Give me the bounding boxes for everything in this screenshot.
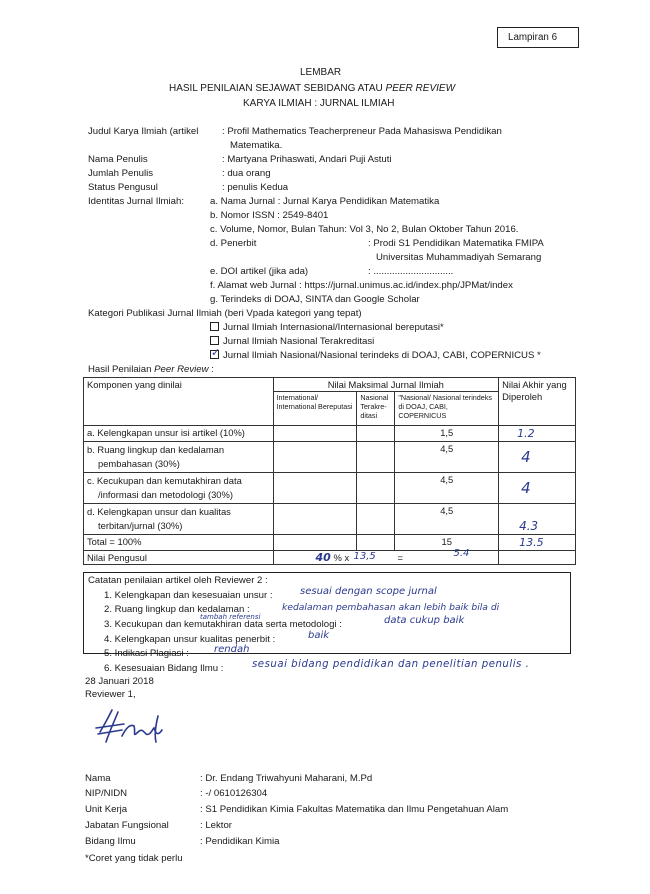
catatan-item-3: 3. Kecukupan dan kemutakhiran data serta metodologi :: [104, 619, 342, 630]
pengusul-base-hw: 13,5: [353, 551, 376, 562]
row-komponen: b. Ruang lingkup dan kedalaman pembahasan (30%): [84, 442, 274, 473]
jurnal-issn: b. Nomor ISSN : 2549-8401: [210, 210, 329, 221]
kategori-option-label: Jurnal Ilmiah Nasional/Nasional terindeks di DOAJ, CABI, COPERNICUS *: [223, 350, 541, 361]
catatan-hw-3: data cukup baik: [384, 615, 465, 626]
penulis-value: : Martyana Prihaswati, Andari Puji Astuti: [222, 154, 392, 165]
row-int-cell: [273, 504, 357, 535]
title-hasil-em: PEER REVIEW: [385, 83, 456, 94]
hasil-label-em: Peer Review: [154, 364, 209, 375]
catatan-hw-6: sesuai bidang pendidikan dan penelitian penulis .: [252, 659, 530, 670]
col-nilai-max-header: Nilai Maksimal Jurnal Ilmiah: [273, 378, 499, 392]
row-max: 4,5: [395, 442, 499, 473]
row-nas-cell: [357, 426, 395, 442]
row-nas-cell: [357, 473, 395, 504]
kategori-option-label: Jurnal Ilmiah Internasional/Internasional bereputasi*: [223, 322, 444, 333]
jumlah-value: : dua orang: [222, 168, 271, 179]
row-max: 1,5: [395, 426, 499, 442]
unit-value: : S1 Pendidikan Kimia Fakultas Matematika dan Ilmu Pengetahuan Alam: [200, 804, 509, 815]
title-karya: KARYA ILMIAH : JURNAL ILMIAH: [243, 98, 395, 109]
row-int-cell: [273, 473, 357, 504]
nama-value: : Dr. Endang Triwahyuni Maharani, M.Pd: [200, 773, 373, 784]
nip-value: : -/ 0610126304: [200, 788, 268, 799]
lampiran-label: Lampiran 6: [508, 32, 558, 43]
judul-value: : Profil Mathematics Teacherpreneur Pada Mahasiswa Pendidikan: [222, 126, 502, 137]
row-akhir: 4: [499, 473, 576, 504]
jurnal-doi-label: e. DOI artikel (jika ada): [210, 266, 309, 277]
bidang-value: : Pendidikan Kimia: [200, 836, 280, 847]
unit-label: Unit Kerja: [85, 804, 128, 815]
title-lembar: LEMBAR: [300, 67, 342, 78]
judul-value-2: Matematika.: [230, 140, 283, 151]
jurnal-index: g. Terindeks di DOAJ, SINTA dan Google Scholar: [210, 294, 420, 305]
pengusul-formula-cell: [273, 548, 499, 565]
jurnal-volume: c. Volume, Nomor, Bulan Tahun: Vol 3, No 2, Bulan Oktober Tahun 2016.: [210, 224, 519, 235]
signature-image: [92, 702, 172, 750]
jumlah-label: Jumlah Penulis: [88, 168, 154, 179]
title-hasil-text: HASIL PENILAIAN SEJAWAT SEBIDANG ATAU: [169, 83, 386, 94]
col-komponen-header: Komponen yang dinilai: [84, 378, 274, 426]
pengusul-label: Nilai Pengusul: [84, 551, 274, 565]
title-hasil: [169, 83, 455, 94]
kategori-label: Kategori Publikasi Jurnal Ilmiah (beri Vpada kategori yang tepat): [88, 308, 362, 319]
score-table: [83, 377, 576, 565]
kategori-option-label: Jurnal Ilmiah Nasional Terakreditasi: [223, 336, 375, 347]
row-int-cell: [273, 426, 357, 442]
checkbox-3: [210, 346, 221, 359]
total-max: 15: [395, 535, 499, 551]
bidang-label: Bidang Ilmu: [85, 836, 136, 847]
total-label: Total = 100%: [84, 535, 274, 551]
hasil-label-colon: :: [208, 364, 214, 375]
sub-nasional-header: Nasional Terakre-ditasi: [357, 392, 395, 426]
identitas-label: Identitas Jurnal Ilmiah:: [88, 196, 184, 207]
sub-nasional-terindeks-header: "Nasional/ Nasional terindeks di DOAJ, CABI, COPERNICUS: [395, 392, 499, 426]
signature-svg: [92, 702, 172, 750]
row-nas-cell: [357, 504, 395, 535]
pengusul-percent-text: % x: [333, 552, 350, 563]
jabatan-value: : Lektor: [200, 820, 232, 831]
row-nas-cell: [357, 442, 395, 473]
jabatan-label: Jabatan Fungsional: [85, 820, 169, 831]
row-max: 4,5: [395, 473, 499, 504]
catatan-title: Catatan penilaian artikel oleh Reviewer 2 :: [88, 575, 268, 586]
hasil-label-text: Hasil Penilaian: [88, 364, 155, 375]
catatan-item-4: 4. Kelengkapan unsur kualitas penerbit :: [104, 634, 276, 645]
catatan-hw-insert: tambah referensi: [200, 613, 261, 621]
catatan-hw-1: sesuai dengan scope jurnal: [300, 586, 437, 597]
row-max: 4,5: [395, 504, 499, 535]
catatan-hw-5: rendah: [214, 644, 250, 655]
pengusul-equals: =: [397, 552, 403, 563]
total-nas-cell: [357, 535, 395, 551]
row-int-cell: [273, 442, 357, 473]
row-komponen: d. Kelengkapan unsur dan kualitas terbitan/jurnal (30%): [84, 504, 274, 535]
jurnal-nama: a. Nama Jurnal : Jurnal Karya Pendidikan Matematika: [210, 196, 440, 207]
row-akhir: 4.3: [499, 504, 576, 535]
penulis-label: Nama Penulis: [88, 154, 148, 165]
row-komponen: c. Kecukupan dan kemutakhiran data /informasi dan metodologi (30%): [84, 473, 274, 504]
jurnal-penerbit-label: d. Penerbit: [210, 238, 257, 249]
total-akhir: 13.5: [499, 535, 576, 551]
kategori-option-1: [210, 322, 444, 333]
kategori-option-2: [210, 336, 374, 347]
sub-international-header: International/ International Bereputasi: [273, 392, 357, 426]
catatan-item-2: 2. Ruang lingkup dan kedalaman :: [104, 604, 250, 615]
catatan-hw-2: kedalaman pembahasan akan lebih baik bila di: [282, 602, 500, 613]
total-int-cell: [273, 535, 357, 551]
jurnal-penerbit-value: : Prodi S1 Pendidikan Matematika FMIPA: [368, 238, 544, 249]
row-akhir: 4: [499, 442, 576, 473]
catatan-hw-4: baik: [308, 630, 330, 641]
row-komponen: a. Kelengkapan unsur isi artikel (10%): [84, 426, 274, 442]
catatan-item-1: 1. Kelengkapan dan kesesuaian unsur :: [104, 590, 273, 601]
kategori-option-3: [210, 346, 541, 361]
checkbox-2: [210, 336, 219, 345]
nama-label: Nama: [85, 773, 111, 784]
judul-label: Judul Karya Ilmiah (artikel: [88, 126, 199, 137]
jurnal-doi-value: : ..............................: [368, 266, 454, 277]
catatan-item-6: 6. Kesesuaian Bidang Ilmu :: [104, 663, 224, 674]
pengusul-akhir-cell: [499, 551, 576, 565]
check-mark-icon: ✓: [211, 346, 221, 359]
reviewer-label: Reviewer 1,: [85, 689, 136, 700]
col-akhir-header: Nilai Akhir yang Diperoleh: [499, 378, 576, 426]
checkbox-1: [210, 322, 219, 331]
pengusul-result: 5.4: [453, 548, 470, 559]
hasil-label: [88, 364, 214, 375]
pengusul-percent-hw: 40: [315, 551, 331, 564]
row-akhir: 1.2: [499, 426, 576, 442]
date-text: 28 Januari 2018: [85, 676, 154, 687]
jurnal-web: f. Alamat web Jurnal : https://jurnal.unimus.ac.id/index.php/JPMat/index: [210, 280, 513, 291]
catatan-item-5: 5. Indikasi Plagiasi :: [104, 648, 189, 659]
status-label: Status Pengusul: [88, 182, 158, 193]
footnote: *Coret yang tidak perlu: [85, 853, 183, 864]
lampiran-box: [497, 27, 579, 48]
nip-label: NIP/NIDN: [85, 788, 128, 799]
status-value: : penulis Kedua: [222, 182, 289, 193]
jurnal-penerbit-value-2: Universitas Muhammadiyah Semarang: [376, 252, 542, 263]
